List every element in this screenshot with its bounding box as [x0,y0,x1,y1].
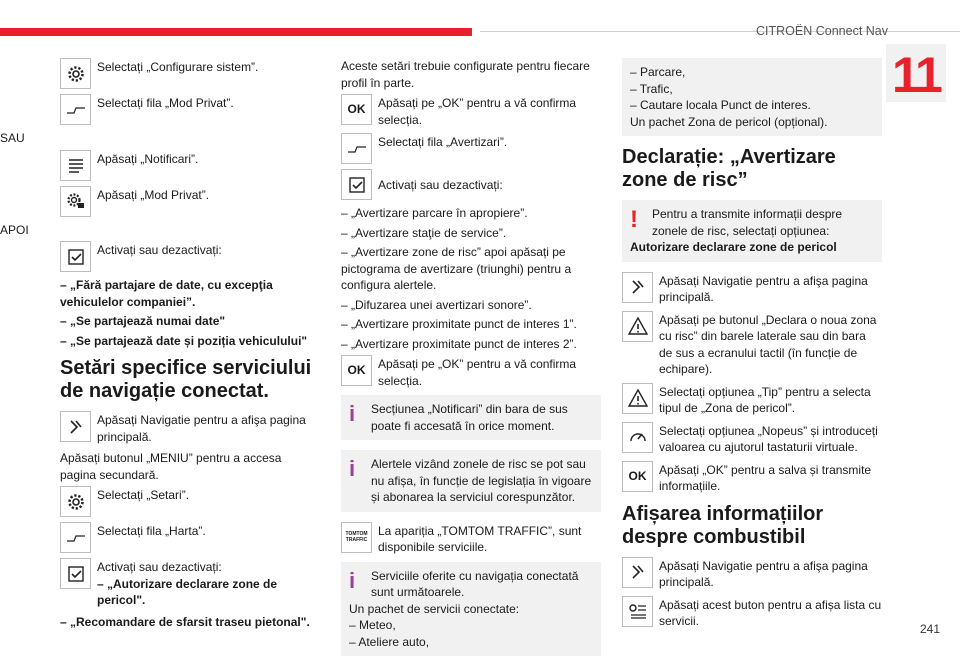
step-ok [341,94,601,128]
option-pietonal: – „Recomandare de sfarsit traseu pietonal". [60,614,310,629]
note-text: Autorizare declarare zone de pericol [630,240,837,254]
navigation-icon [60,411,91,442]
step-text: Selectați opțiunea „Tip” pentru a selecta tipul de „Zona de pericol”. [659,384,871,415]
tomtom-label: TOMTOM TRAFFIC [345,531,368,543]
warning-icon: ! [630,206,638,233]
column-3 [622,58,882,635]
step-services-list [622,596,882,630]
ok-icon: OK [622,461,653,492]
header-rule [480,31,960,32]
warning-triangle-icon [622,383,653,414]
step-harta [60,522,320,553]
checkbox-icon [341,169,372,200]
checkbox-icon [60,558,91,589]
warning-triangle-icon [622,311,653,342]
step-notificari [60,150,320,181]
step-ok-2 [341,355,601,389]
step-text: Apăsați pe butonul „Declara o noua zona cu risc” din barele laterale sau din bara de sus a ecranului tactil (în funcție de echipare). [659,312,877,376]
step-text: Selectați opțiunea „Nopeus” și introduceți valoarea cu ajutorul tastaturii virtuale. [659,423,878,454]
step-text: Apăsați pe „OK” pentru a vă confirma selecția. [378,357,577,388]
step-nopeus [622,422,882,456]
services-list-icon [622,596,653,627]
warning-option-6: – „Avertizare proximitate punct de interes 2”. [341,336,577,351]
info-note [341,395,601,440]
navigation-icon [622,272,653,303]
navigation-icon [622,557,653,588]
step-text: Apăsați „Notificari”. [97,151,199,166]
info-note [341,450,601,512]
warning-option-1: – „Avertizare parcare în apropiere”. [341,206,528,220]
profile-text: Aceste setări trebuie configurate pentru fiecare profil în parte. [341,59,590,90]
service-item: – Trafic, [630,81,673,96]
step-mod-privat [60,186,320,217]
chapter-tab [886,44,946,102]
step-text: Apăsați „Mod Privat”. [97,187,210,202]
top-accent-bar [0,28,472,36]
step-text: Apăsați acest buton pentru a afișa lista cu servicii. [659,597,882,628]
warning-option-3: – „Avertizare zone de risc” apoi apăsați pe pictograma de avertizare (triunghi) pentru a configura alertele. [341,245,572,292]
step-activate-2 [60,558,320,609]
info-icon: i [349,401,356,426]
tab-icon [341,133,372,164]
step-text: Activați sau dezactivați: [97,560,222,574]
warning-option-4: – „Difuzarea unei avertizari sonore”. [341,297,532,312]
step-text: Selectați fila „Harta”. [97,524,206,538]
services-continued [622,58,882,136]
info-icon: i [349,456,356,481]
note-text: Pentru a transmite informații despre zonele de risc, selectați opțiunea: [652,207,843,238]
meniu-text: Apăsați butonul „MENIU” pentru a accesa pagina secundară. [60,451,282,482]
note-text: Secțiunea „Notificari” din bara de sus poate fi accesată în orice moment. [371,402,568,433]
section-heading-risk-zones: Declarație: „Avertizare zone de risc” [622,146,836,191]
option-3: – „Se partajează date și poziția vehiculului" [60,333,308,348]
step-activate [341,169,601,200]
step-text: La apariția „TOMTOM TRAFFIC”, sunt disponibile serviciile. [378,523,582,554]
info-note [341,562,601,657]
warning-option-5: – „Avertizare proximitate punct de interes 1”. [341,317,577,331]
tab-icon [60,94,91,125]
step-text: Activați sau dezactivați: [97,243,222,257]
step-declare-zone [622,311,882,378]
step-text-group [97,558,320,609]
step-text: Apăsați Navigatie pentru a afişa pagina principală. [97,413,306,444]
service-item: – Cautare locala Punct de interes. [630,98,811,112]
option-1: – „Fără partajare de date, cu excepţia vehiculelor companiei”. [60,278,273,309]
step-text: Selectați „Configurare sistem”. [97,60,259,74]
gear-icon [60,58,91,89]
step-text: Selectați fila „Mod Privat”. [97,96,234,110]
step-text: Selectați „Setari”. [97,488,190,502]
step-text: Selectați fila „Avertizari”. [378,135,508,149]
page-header-title: CITROËN Connect Nav [756,24,888,38]
note-text: – Meteo, [349,618,396,632]
column-1 [0,58,320,633]
step-navigatie [622,272,882,306]
step-text: Apăsați „OK” pentru a salva și transmite informațiile. [659,462,872,493]
step-activate [60,241,320,272]
tab-icon [60,522,91,553]
note-text: Alertele vizând zonele de risc se pot sau nu afișa, în funcție de legislația în vigoare și abonarea la serviciul corespunzător. [371,457,592,504]
chapter-number: 11 [892,47,941,103]
ok-icon: OK [341,355,372,386]
step-text: Activați sau dezactivați: [378,178,503,192]
step-avertizari [341,133,601,164]
step-text: Apăsați Navigatie pentru a afişa pagina principală. [659,273,868,304]
step-tip [622,383,882,417]
speedometer-icon [622,422,653,453]
service-item: Un pachet Zona de pericol (opțional). [630,114,828,129]
step-navigatie [60,411,320,445]
step-configurare [60,58,320,89]
checkbox-icon [60,241,91,272]
warning-note [622,200,882,262]
gear-icon [60,486,91,517]
service-item: – Parcare, [630,65,686,79]
note-text: Serviciile oferite cu navigația conectată sunt următoarele. [371,568,579,599]
step-text: Apăsați pe „OK” pentru a vă confirma selecția. [378,96,577,127]
step-tomtom [341,522,601,556]
note-text: – Ateliere auto, [349,634,430,649]
apoi-text: APOI [0,222,29,237]
column-2 [341,58,601,666]
step-navigatie-2 [622,557,882,591]
option-text: – „Autorizare declarare zone de pericol". [97,576,278,607]
sau-text: SAU [0,131,25,145]
section-heading-nav-settings: Setări specifice serviciului de navigație conectat. [60,357,312,402]
step-ok [622,461,882,495]
section-heading-fuel: Afișarea informațiilor despre combustibil [622,502,824,548]
option-2: – „Se partajează numai date" [60,314,226,328]
step-mod-privat-tab [60,94,320,125]
ok-icon: OK [341,94,372,125]
notifications-list-icon [60,150,91,181]
step-setari [60,486,320,517]
tomtom-traffic-icon [341,522,372,553]
step-text: Apăsați Navigatie pentru a afişa pagina principală. [659,558,868,589]
info-icon: i [349,567,356,593]
page-number: 241 [919,622,940,636]
privacy-gear-icon [60,186,91,217]
warning-option-2: – „Avertizare staţie de service”. [341,225,507,240]
note-text: Un pachet de servicii conectate: [349,601,520,616]
